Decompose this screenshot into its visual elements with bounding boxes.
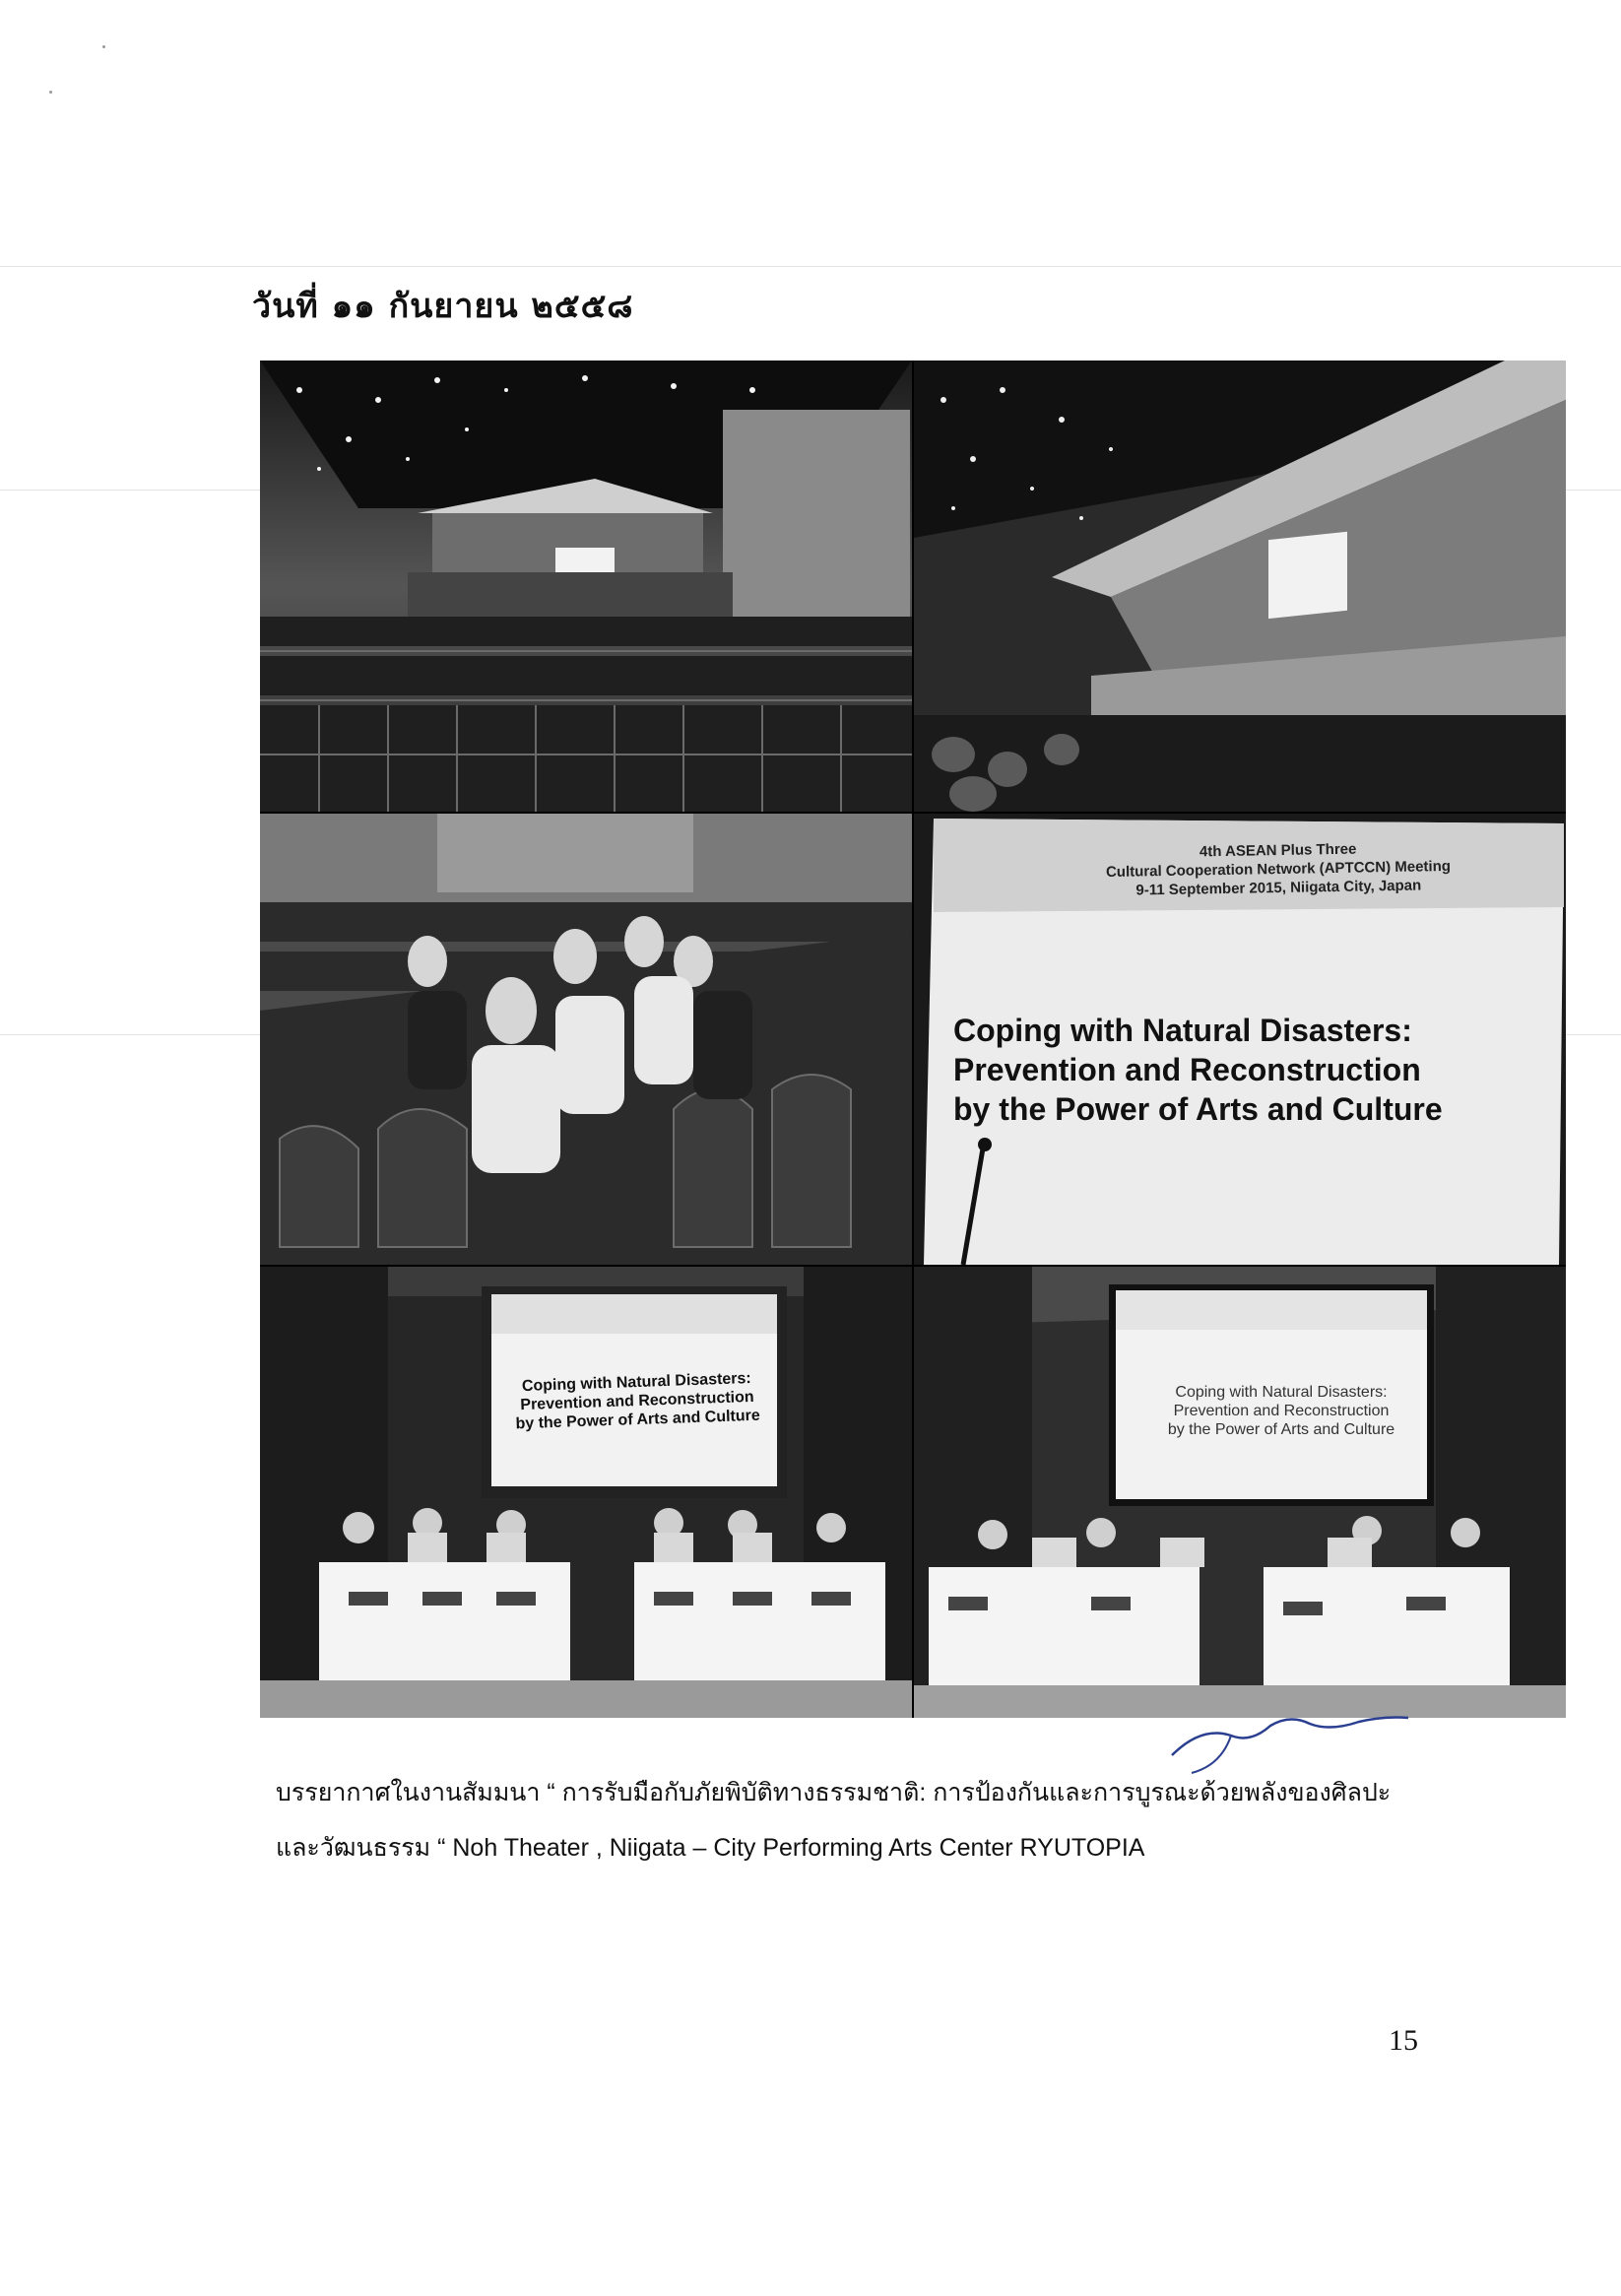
slide-title xyxy=(953,1011,1544,1129)
handwritten-signature xyxy=(1162,1696,1418,1775)
scan-speck xyxy=(102,45,105,48)
photo-noh-stage-side-view xyxy=(914,361,1566,812)
audience-image xyxy=(260,814,912,1265)
photo-panel-session-left xyxy=(260,1267,912,1718)
slide-title-line3: by the Power of Arts and Culture xyxy=(953,1091,1443,1127)
scan-speck xyxy=(49,91,52,94)
slide-title-line2: Prevention and Reconstruction xyxy=(1173,1403,1390,1419)
panel-table-right xyxy=(1264,1567,1510,1685)
panel-right-image xyxy=(914,1267,1566,1718)
photo-auditorium-wide-view xyxy=(260,361,912,812)
date-heading: วันที่ ๑๑ กันยายน ๒๕๕๘ xyxy=(252,287,634,326)
panel-table-left xyxy=(319,1562,570,1680)
panel-table-left xyxy=(929,1567,1200,1685)
slide-header xyxy=(1081,838,1476,901)
photo-panel-session-right xyxy=(914,1267,1566,1718)
noh-stage-image xyxy=(914,361,1566,812)
slide-title xyxy=(1138,1383,1424,1439)
auditorium-image xyxy=(260,361,912,812)
slide-title-line2: Prevention and Reconstruction xyxy=(520,1388,754,1414)
photo-projection-screen-closeup xyxy=(914,814,1566,1265)
slide-header-line2: Cultural Cooperation Network (APTCCN) Meeting xyxy=(1105,857,1452,882)
slide-title-line1: Coping with Natural Disasters: xyxy=(1175,1384,1388,1401)
slide-title-line1: Coping with Natural Disasters: xyxy=(953,1013,1412,1048)
panel-table-right xyxy=(634,1562,885,1680)
slide-title-line1: Coping with Natural Disasters: xyxy=(521,1369,752,1396)
microphone-head xyxy=(978,1138,992,1151)
slide-title-line2: Prevention and Reconstruction xyxy=(953,1052,1421,1087)
photo-audience-seated xyxy=(260,814,912,1265)
slide-title-line3: by the Power of Arts and Culture xyxy=(515,1407,761,1433)
slide-title xyxy=(503,1368,771,1433)
caption-line1: บรรยากาศในงานสัมมนา “ การรับมือกับภัยพิบัติทางธรรมชาติ: การป้องกันและการบูรณะด้วยพลังของศิลปะ xyxy=(276,1779,1392,1806)
slide-title-line3: by the Power of Arts and Culture xyxy=(1167,1421,1395,1438)
slide-header-line1: 4th ASEAN Plus Three xyxy=(1199,840,1357,861)
caption-line2: และวัฒนธรรม “ Noh Theater , Niigata – City Performing Arts Center RYUTOPIA xyxy=(276,1834,1145,1862)
panel-left-image xyxy=(260,1267,912,1718)
slide-header-line3: 9-11 September 2015, Niigata City, Japan xyxy=(1135,877,1422,899)
scan-artifact-line xyxy=(0,266,1621,267)
photo-grid xyxy=(260,361,1566,1718)
page-number: 15 xyxy=(1389,2024,1418,2057)
